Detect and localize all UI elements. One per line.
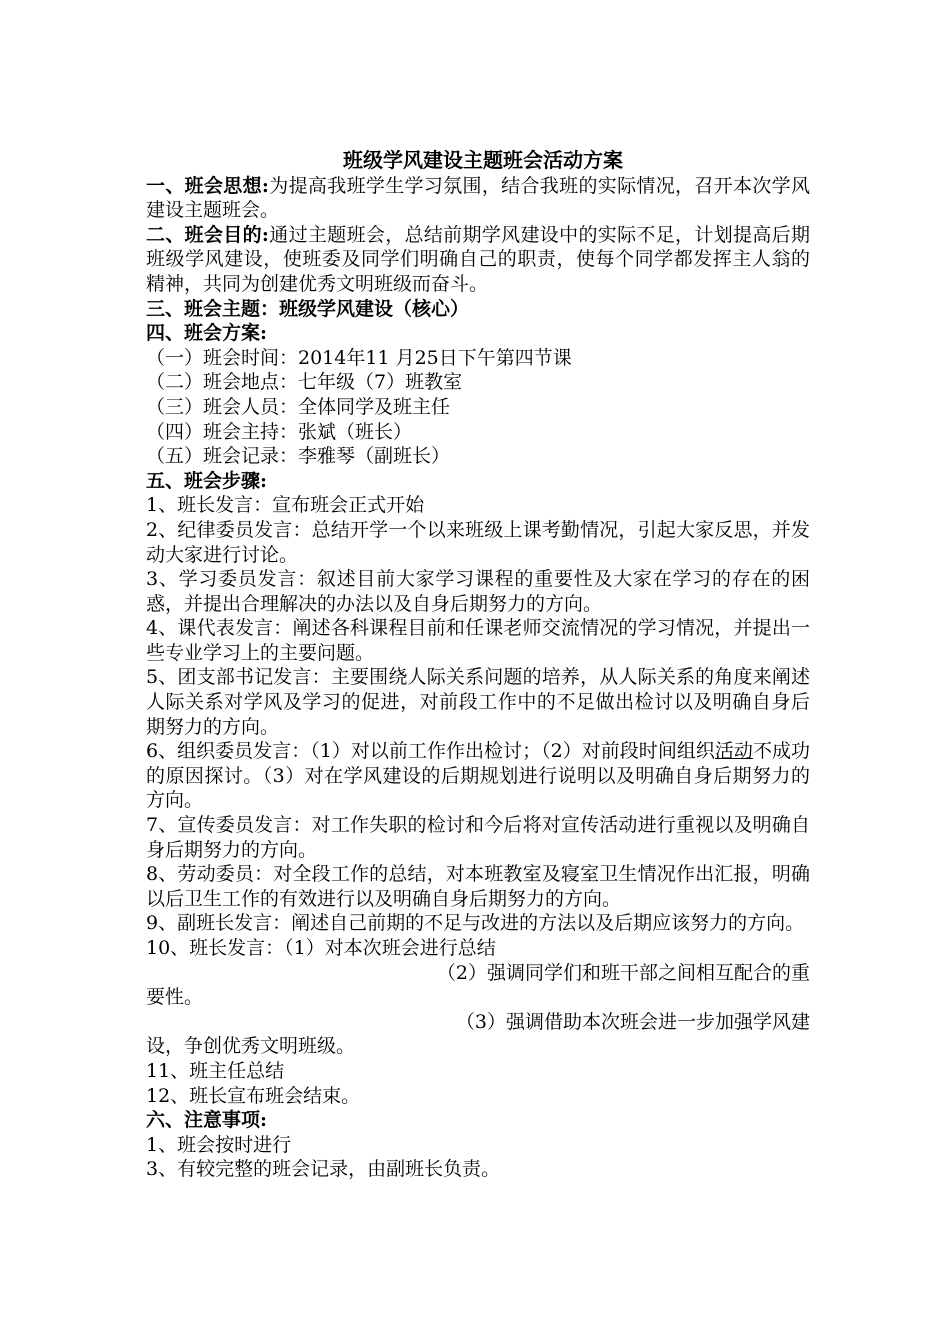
step-6-underlined: 活动 [714,740,753,763]
step-6-part-b: 不成功的原因探讨。（3）对在学风建设的后期规划进行说明以及明确自身后期努力的方向。 [146,740,810,812]
section-1-label: 一、班会思想: [146,174,269,197]
step-10-sub-3-line1: （3）强调借助本次班会进一步加强学风建 [455,1010,810,1033]
step-item: 11、班主任总结 [146,1059,285,1082]
step-item: 9、副班长发言：阐述自己前期的不足与改进的方法以及后期应该努力的方向。 [146,912,805,935]
step-item: 10、班长发言：（1）对本次班会进行总结 [146,937,496,959]
note-item: 3、有较完整的班会记录，由副班长负责。 [146,1158,501,1181]
step-item-6 [146,739,810,813]
section-1 [146,174,810,223]
step-10-sub-2-line1: （2）强调同学们和班干部之间相互配合的重 [436,961,810,984]
step-item: 8、劳动委员：对全段工作的总结，对本班教室及寝室卫生情况作出汇报，明确以后卫生工作的有效进行以及明确自身后期努力的方向。 [146,863,810,910]
document-title: 班级学风建设主题班会活动方案 [343,148,623,172]
section-5-heading: 五、班会步骤: [146,469,268,492]
section-2 [146,223,810,297]
plan-item: （二）班会地点：七年级（7）班教室 [146,371,463,394]
section-2-label: 二、班会目的: [146,223,269,246]
document-page [146,148,810,1182]
step-item: 5、团支部书记发言：主要围绕人际关系问题的培养，从人际关系的角度来阐述人际关系对学风及学习的促进，对前段工作中的不足做出检讨以及明确自身后期努力的方向。 [146,666,810,738]
section-2-text: 通过主题班会，总结前期学风建设中的实际不足，计划提高后期班级学风建设，使班委及同学们明确自己的职责，使每个同学都发挥主人翁的精神，共同为创建优秀文明班级而奋斗。 [146,223,810,295]
step-item: 7、宣传委员发言：对工作失职的检讨和今后将对宣传活动进行重视以及明确自身后期努力的方向。 [146,814,810,861]
plan-item: （三）班会人员：全体同学及班主任 [146,395,451,418]
plan-item: （四）班会主持：张斌（班长） [146,420,413,443]
step-item: 3、学习委员发言：叙述目前大家学习课程的重要性及大家在学习的存在的困惑，并提出合理解决的办法以及自身后期努力的方向。 [146,568,810,615]
plan-item: （一）班会时间：2014年11 月25日下午第四节课 [146,346,572,369]
step-item: 1、班长发言：宣布班会正式开始 [146,494,425,517]
section-1-text: 为提高我班学生学习氛围，结合我班的实际情况，召开本次学风建设主题班会。 [146,174,810,222]
section-3-theme: 三、班会主题：班级学风建设（核心） [146,297,470,320]
step-6-part-a: 6、组织委员发言：（1）对以前工作作出检讨；（2）对前段时间组织 [146,740,715,763]
step-10-sub-3-line2: 设，争创优秀文明班级。 [146,1035,356,1058]
step-10-sub-2-line2: 要性。 [146,986,204,1009]
step-item: 2、纪律委员发言：总结开学一个以来班级上课考勤情况，引起大家反思，并发动大家进行讨论。 [146,518,810,566]
section-6-heading: 六、注意事项: [146,1109,268,1132]
section-4-heading: 四、班会方案: [146,322,268,345]
step-item: 12、班长宣布班会结束。 [146,1084,361,1107]
plan-item: （五）班会记录：李雅琴（副班长） [146,445,451,468]
note-item: 1、班会按时进行 [146,1133,292,1156]
step-item: 4、课代表发言：阐述各科课程目前和任课老师交流情况的学习情况，并提出一些专业学习上的主要问题。 [146,617,810,664]
